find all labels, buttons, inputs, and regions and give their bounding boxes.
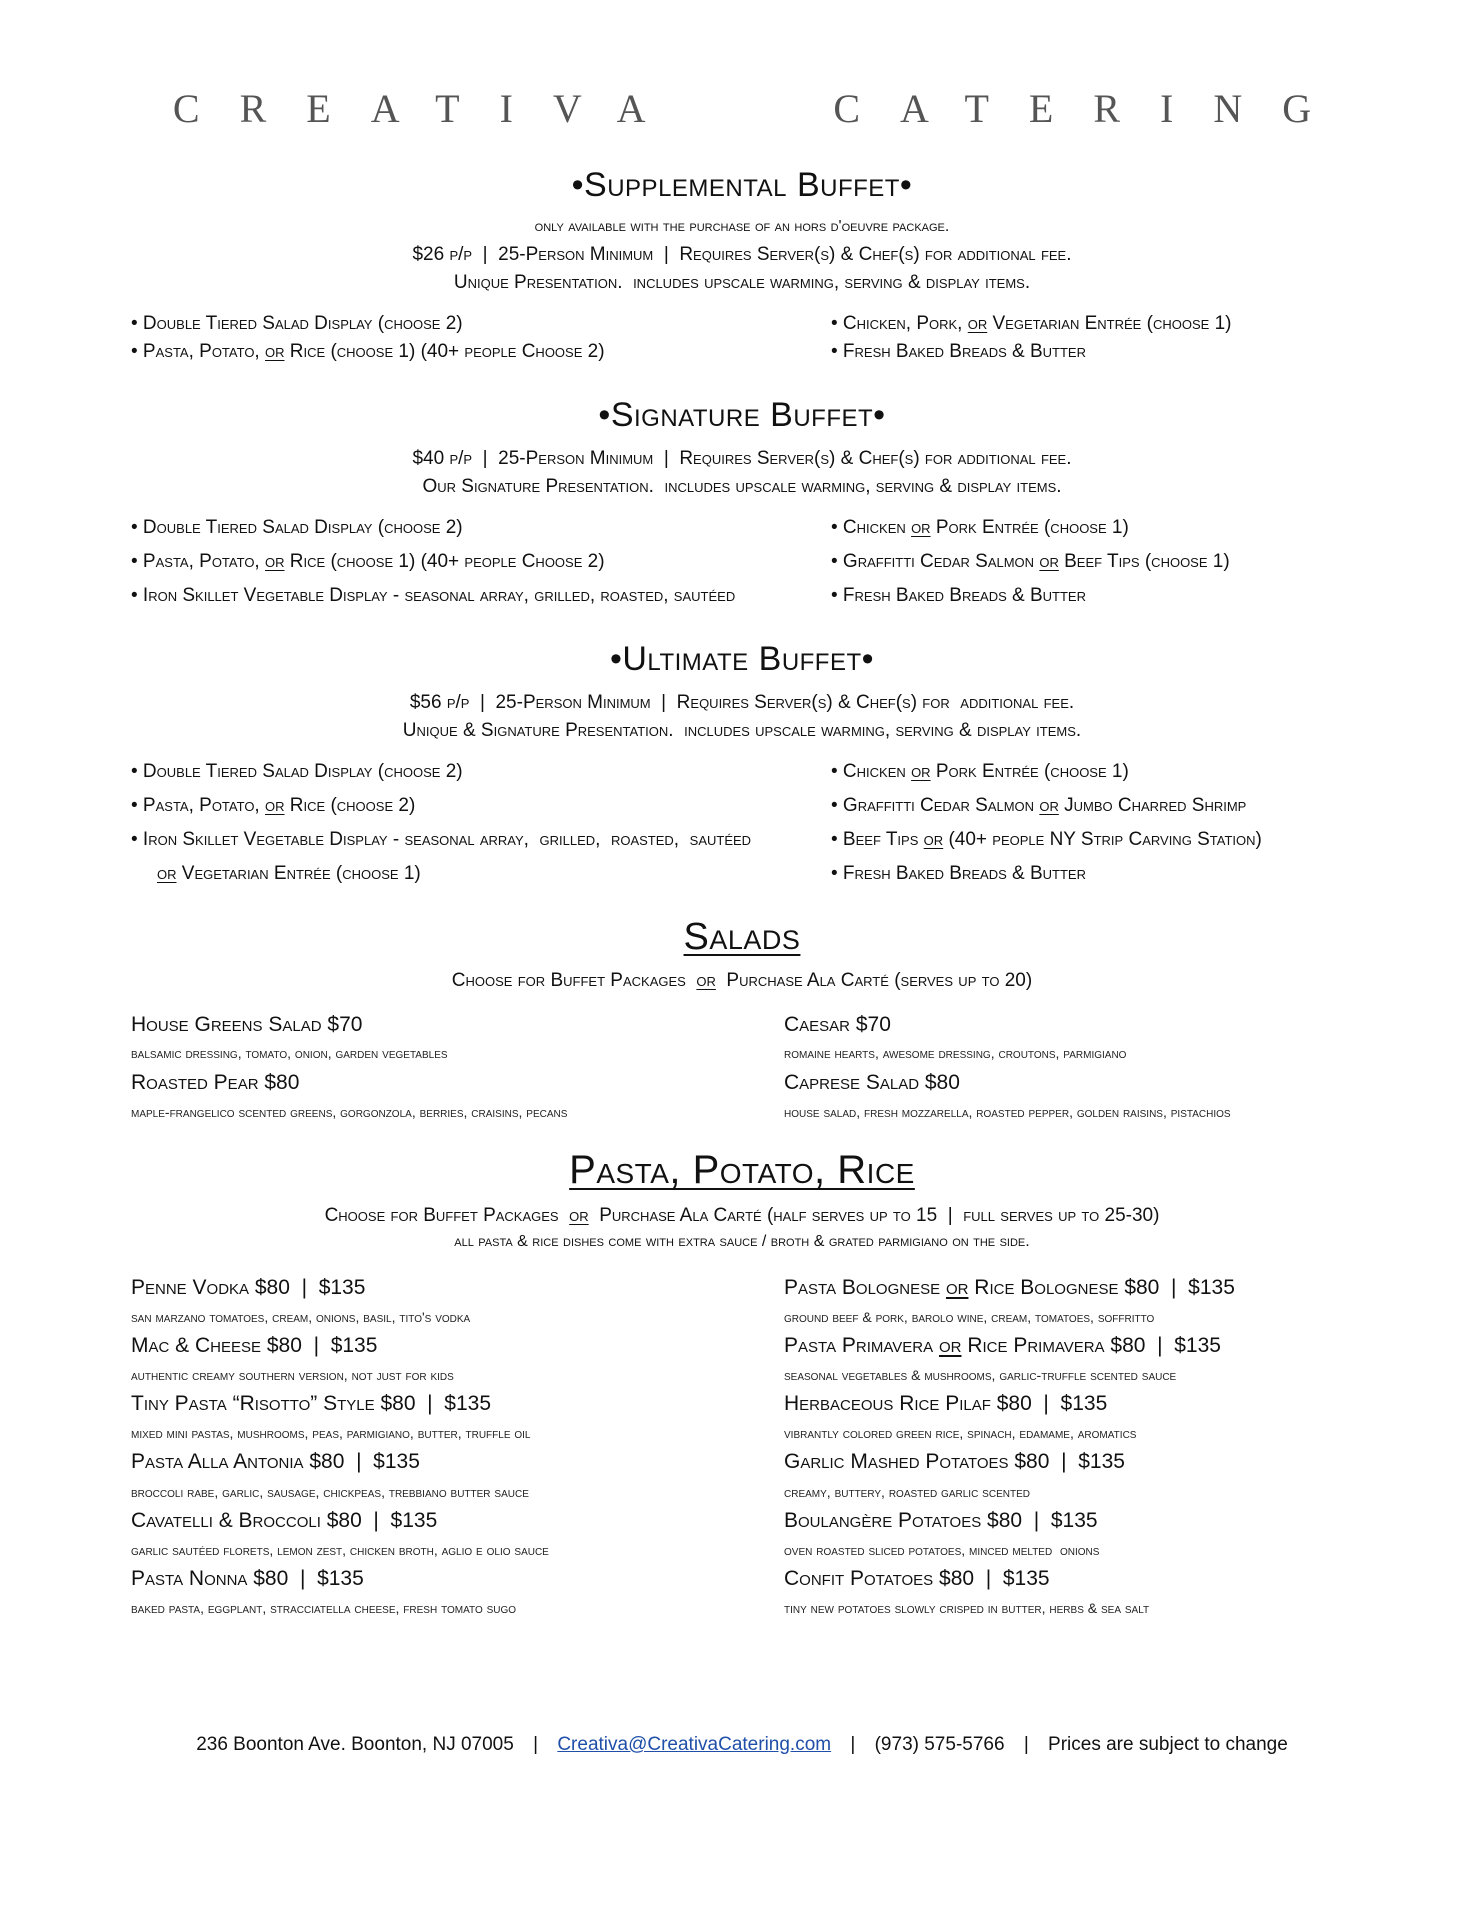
dish-name: Pasta Nonna $80 | $135 [131,1567,364,1590]
dish-description: garlic sautéed florets, lemon zest, chicken broth, aglio e olio sauce [131,1542,549,1558]
salads-subtitle: Choose for Buffet Packages or Purchase Ala Carté (serves up to 20) [451,970,1033,991]
salads-title: Salads [683,916,801,958]
supplemental-item: • Pasta, Potato, or Rice (choose 1) (40+ people Choose 2) [131,341,605,362]
ultimate-item: • Pasta, Potato, or Rice (choose 2) [131,795,416,816]
signature-item: • Fresh Baked Breads & Butter [831,585,1086,606]
footer-phone: (973) 575-5766 [874,1734,1005,1755]
dish-description: mixed mini pastas, mushrooms, peas, parmigiano, butter, truffle oil [131,1425,531,1441]
dish-description: oven roasted sliced potatoes, minced melted onions [784,1542,1100,1558]
dish-name: Mac & Cheese $80 | $135 [131,1334,378,1357]
dish-name: Pasta Alla Antonia $80 | $135 [131,1450,420,1473]
salad-description: romaine hearts, awesome dressing, croutons, parmigiano [784,1045,1127,1061]
supplemental-line3: Unique Presentation. includes upscale warming, serving & display items. [453,272,1031,293]
signature-item: • Pasta, Potato, or Rice (choose 1) (40+ people Choose 2) [131,551,605,572]
footer-separator: | [850,1734,856,1755]
dish-name: Tiny Pasta “Risotto” Style $80 | $135 [131,1392,492,1415]
salad-name: Caesar $70 [784,1013,891,1036]
signature-item: • Double Tiered Salad Display (choose 2) [131,517,463,538]
ultimate-item: • Graffitti Cedar Salmon or Jumbo Charred Shrimp [831,795,1247,816]
signature-line2: Our Signature Presentation. includes upscale warming, serving & display items. [422,476,1062,497]
ultimate-line1: $56 p/p | 25-Person Minimum | Requires Server(s) & Chef(s) for additional fee. [409,692,1075,713]
dish-description: tiny new potatoes slowly crisped in butter, herbs & sea salt [784,1600,1150,1616]
dish-description: san marzano tomatoes, cream, onions, basil, tito's vodka [131,1309,471,1325]
ultimate-item: or Vegetarian Entrée (choose 1) [157,863,421,884]
ultimate-item: • Chicken or Pork Entrée (choose 1) [831,761,1129,782]
ultimate-line2: Unique & Signature Presentation. includes upscale warming, serving & display items. [402,720,1082,741]
ultimate-item: • Double Tiered Salad Display (choose 2) [131,761,463,782]
dish-name: Boulangère Potatoes $80 | $135 [784,1509,1098,1532]
supplemental-item: • Double Tiered Salad Display (choose 2) [131,313,463,334]
signature-item: • Graffitti Cedar Salmon or Beef Tips (choose 1) [831,551,1230,572]
supplemental-line2: $26 p/p | 25-Person Minimum | Requires Server(s) & Chef(s) for additional fee. [412,244,1072,265]
footer-email-link[interactable]: Creativa@CreativaCatering.com [557,1734,832,1755]
footer-note: Prices are subject to change [1048,1734,1288,1755]
ultimate-title: •Ultimate Buffet• [609,640,875,678]
dish-name: Confit Potatoes $80 | $135 [784,1567,1050,1590]
supplemental-line1: only available with the purchase of an hors d'oeuvre package. [534,218,950,235]
signature-title: •Signature Buffet• [598,396,886,434]
ultimate-item: • Fresh Baked Breads & Butter [831,863,1086,884]
brand-logo: CREATIVA CATERING [172,86,1352,131]
ppr-note: all pasta & rice dishes come with extra sauce / broth & grated parmigiano on the side. [454,1233,1030,1250]
dish-description: baked pasta, eggplant, stracciatella cheese, fresh tomato sugo [131,1600,517,1616]
supplemental-item: • Fresh Baked Breads & Butter [831,341,1086,362]
dish-name: Herbaceous Rice Pilaf $80 | $135 [784,1392,1108,1415]
dish-description: ground beef & pork, barolo wine, cream, tomatoes, soffritto [784,1309,1155,1325]
salad-name: Caprese Salad $80 [784,1071,960,1094]
dish-name: Garlic Mashed Potatoes $80 | $135 [784,1450,1125,1473]
dish-name: Cavatelli & Broccoli $80 | $135 [131,1509,438,1532]
dish-name: Pasta Primavera or Rice Primavera $80 | $135 [784,1334,1221,1357]
footer-separator: | [533,1734,539,1755]
salad-description: balsamic dressing, tomato, onion, garden vegetables [131,1045,448,1061]
dish-name: Penne Vodka $80 | $135 [131,1276,366,1299]
footer-separator: | [1023,1734,1029,1755]
supplemental-title: •Supplemental Buffet• [571,166,913,204]
signature-item: • Iron Skillet Vegetable Display - seasonal array, grilled, roasted, sautéed [131,585,736,606]
ultimate-item: • Iron Skillet Vegetable Display - seasonal array, grilled, roasted, sautéed [131,829,752,850]
dish-description: creamy, buttery, roasted garlic scented [784,1484,1030,1500]
pasta-potato-rice-title: Pasta, Potato, Rice [569,1148,915,1192]
dish-name: Pasta Bolognese or Rice Bolognese $80 | $135 [784,1276,1235,1299]
signature-line1: $40 p/p | 25-Person Minimum | Requires Server(s) & Chef(s) for additional fee. [412,448,1072,469]
salad-description: house salad, fresh mozzarella, roasted pepper, golden raisins, pistachios [784,1104,1231,1120]
dish-description: authentic creamy southern version, not just for kids [131,1367,454,1383]
signature-item: • Chicken or Pork Entrée (choose 1) [831,517,1129,538]
salad-name: House Greens Salad $70 [131,1013,363,1036]
ultimate-item: • Beef Tips or (40+ people NY Strip Carving Station) [831,829,1262,850]
salad-description: maple-frangelico scented greens, gorgonzola, berries, craisins, pecans [131,1104,568,1120]
salad-name: Roasted Pear $80 [131,1071,300,1094]
dish-description: vibrantly colored green rice, spinach, edamame, aromatics [784,1425,1137,1441]
footer [0,1734,1484,1756]
dish-description: seasonal vegetables & mushrooms, garlic-truffle scented sauce [784,1367,1177,1383]
footer-address: 236 Boonton Ave. Boonton, NJ 07005 [196,1734,514,1755]
ppr-subtitle: Choose for Buffet Packages or Purchase Ala Carté (half serves up to 15 | full serves up to 25-30) [324,1205,1160,1226]
supplemental-item: • Chicken, Pork, or Vegetarian Entrée (choose 1) [831,313,1232,334]
dish-description: broccoli rabe, garlic, sausage, chickpeas, trebbiano butter sauce [131,1484,529,1500]
